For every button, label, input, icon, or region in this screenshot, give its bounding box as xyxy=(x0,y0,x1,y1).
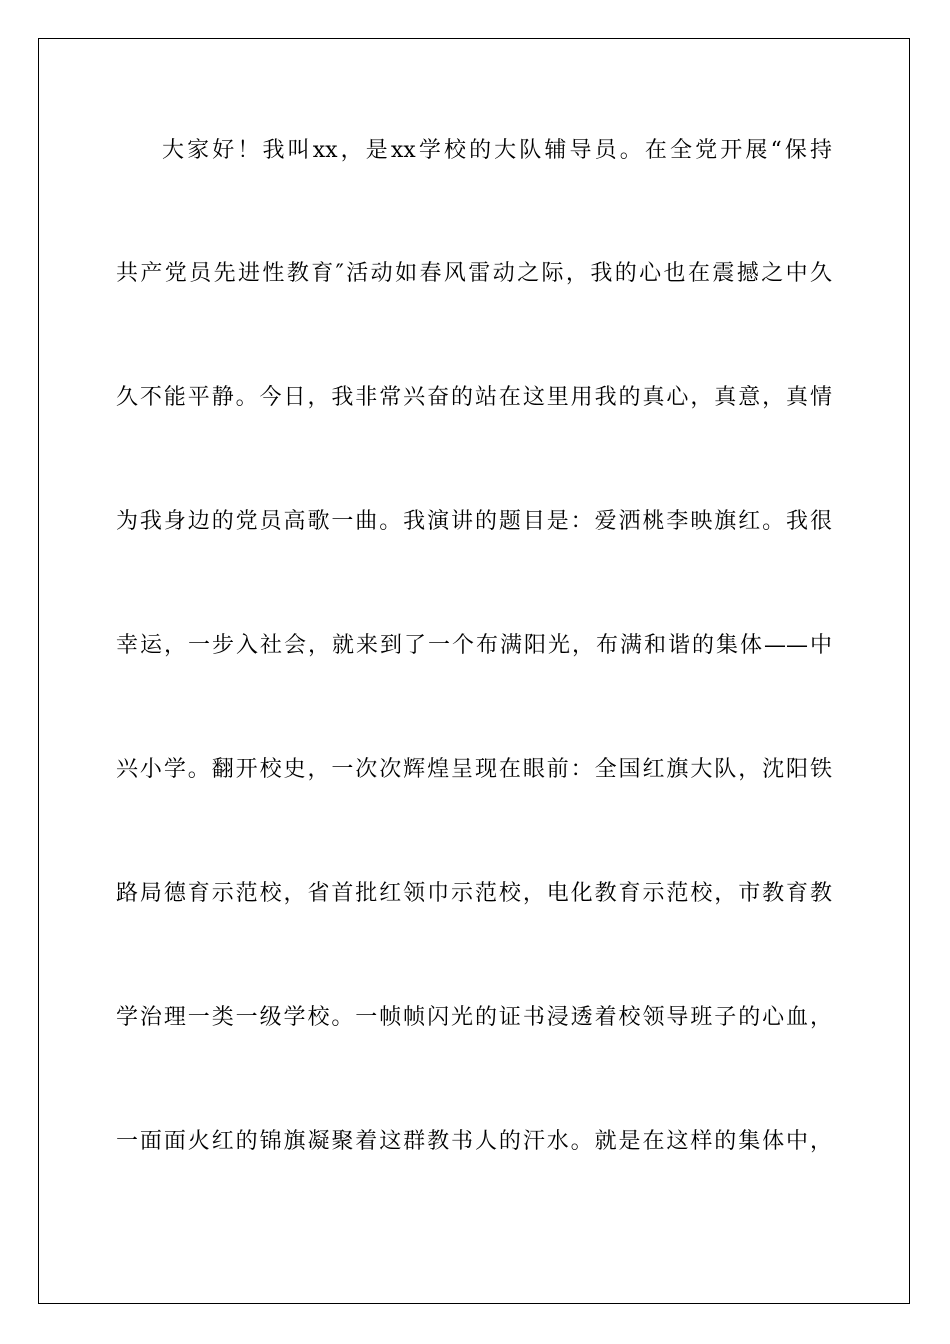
paragraph-line-6: 兴小学。翻开校史，一次次辉煌呈现在眼前：全国红旗大队，沈阳铁 xyxy=(116,757,832,782)
paragraph-line-4: 为我身边的党员高歌一曲。我演讲的题目是：爱洒桃李映旗红。我很 xyxy=(116,509,832,534)
paragraph-line-7: 路局德育示范校，省首批红领巾示范校，电化教育示范校，市教育教 xyxy=(116,881,832,906)
paragraph-line-9: 一面面火红的锦旗凝聚着这群教书人的汗水。就是在这样的集体中， xyxy=(116,1129,832,1154)
paragraph-line-8: 学治理一类一级学校。一帧帧闪光的证书浸透着校领导班子的心血， xyxy=(116,1005,832,1030)
paragraph-line-2: 共产党员先进性教育″活动如春风雷动之际，我的心也在震撼之中久 xyxy=(116,261,832,286)
paragraph-line-1: 大家好！我叫xx，是xx学校的大队辅导员。在全党开展“保持 xyxy=(162,138,832,163)
paragraph-line-5: 幸运，一步入社会，就来到了一个布满阳光，布满和谐的集体——中 xyxy=(116,633,832,658)
page-border xyxy=(38,38,910,1304)
paragraph-line-3: 久不能平静。今日，我非常兴奋的站在这里用我的真心，真意，真情 xyxy=(116,385,832,410)
